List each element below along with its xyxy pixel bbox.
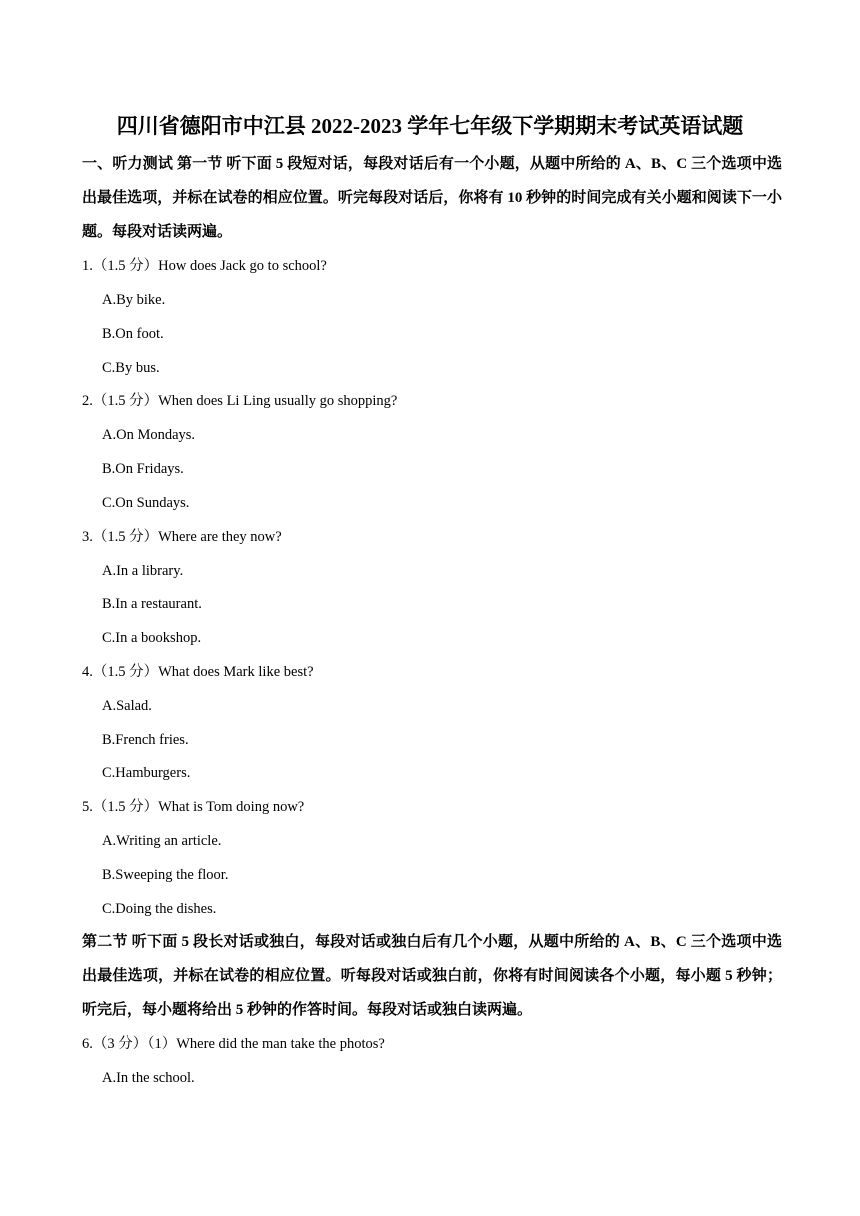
question-6-option-a: A.In the school. xyxy=(102,1070,195,1086)
question-4-option-c: C.Hamburgers. xyxy=(102,765,191,781)
section-1-instructions: 一、听力测试 第一节 听下面 5 段短对话，每段对话后有一个小题，从题中所给的 A、B、C 三个选项中选出最佳选项，并标在试卷的相应位置。听完每段对话后，你将有 10 秒钟的时间完成有关小题和阅读下一小题。每段对话读两遍。 xyxy=(82,156,782,240)
question-4-option-b: B.French fries. xyxy=(102,732,189,748)
question-2-option-a: A.On Mondays. xyxy=(102,427,196,443)
question-2-stem: 2.（1.5 分）When does Li Ling usually go shopping? xyxy=(82,393,398,409)
question-2-option-c: C.On Sundays. xyxy=(102,495,190,511)
question-6-stem: 6.（3 分）（1）Where did the man take the photos? xyxy=(82,1036,385,1052)
question-5-option-a: A.Writing an article. xyxy=(102,833,222,849)
question-2-option-b: B.On Fridays. xyxy=(102,461,184,477)
question-3-option-c: C.In a bookshop. xyxy=(102,630,202,646)
question-3-stem: 3.（1.5 分）Where are they now? xyxy=(82,529,282,545)
question-3-option-a: A.In a library. xyxy=(102,563,184,579)
question-1-stem: 1.（1.5 分）How does Jack go to school? xyxy=(82,258,327,274)
page-title: 四川省德阳市中江县 2022-2023 学年七年级下学期期末考试英语试题 xyxy=(116,114,744,138)
question-5-option-c: C.Doing the dishes. xyxy=(102,901,217,917)
question-1-option-b: B.On foot. xyxy=(102,326,164,342)
question-1-option-a: A.By bike. xyxy=(102,292,166,308)
question-4-stem: 4.（1.5 分）What does Mark like best? xyxy=(82,664,314,680)
question-4-option-a: A.Salad. xyxy=(102,698,152,714)
question-5-option-b: B.Sweeping the floor. xyxy=(102,867,229,883)
question-3-option-b: B.In a restaurant. xyxy=(102,596,202,612)
question-5-stem: 5.（1.5 分）What is Tom doing now? xyxy=(82,799,305,815)
question-1-option-c: C.By bus. xyxy=(102,360,160,376)
section-2-instructions: 第二节 听下面 5 段长对话或独白，每段对话或独白后有几个小题，从题中所给的 A、B、C 三个选项中选出最佳选项，并标在试卷的相应位置。听每段对话或独白前，你将有时间阅读各个小题，每小题 5 秒钟；听完后，每小题将给出 5 秒钟的作答时间。每段对话或独白读两遍。 xyxy=(82,934,782,1018)
